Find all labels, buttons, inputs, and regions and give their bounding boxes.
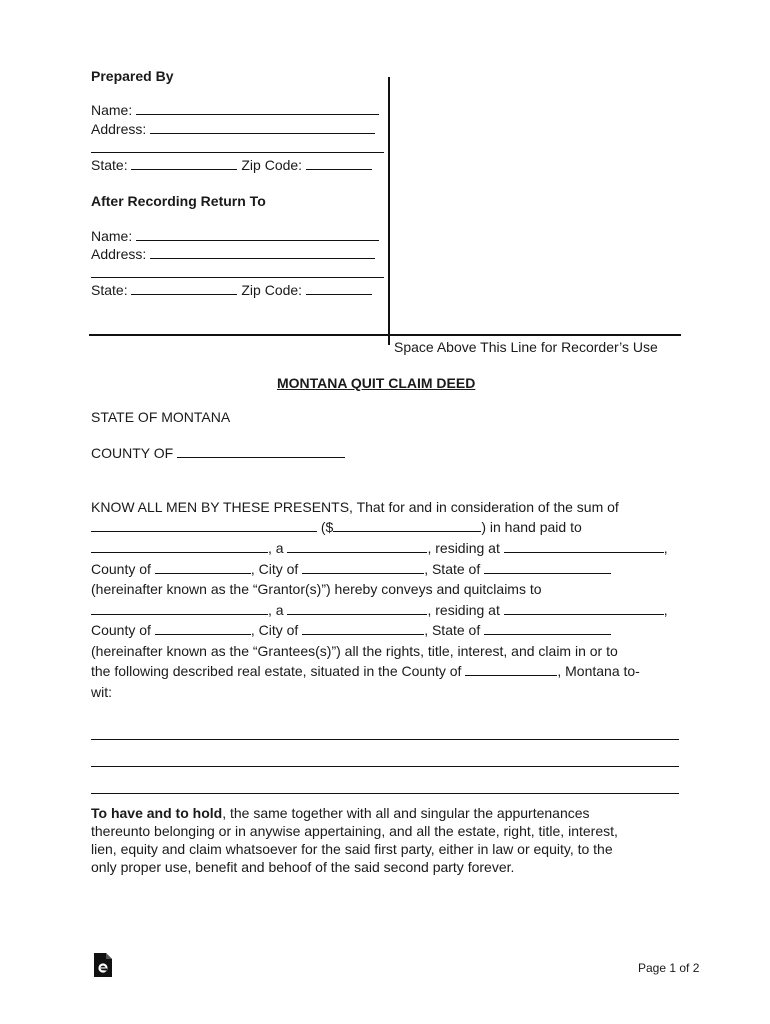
- return-zip-field[interactable]: [306, 281, 372, 295]
- prepared-zip-field[interactable]: [306, 156, 372, 170]
- grantor-status-field[interactable]: [287, 539, 427, 553]
- grantor-county-field[interactable]: [155, 560, 251, 574]
- return-address-field[interactable]: [150, 245, 375, 259]
- consideration-words-field[interactable]: [91, 518, 317, 532]
- return-zip-label: Zip Code:: [241, 282, 303, 298]
- habendum-line-3: lien, equity and claim whatsoever for the said first party, either in law or equity, to the: [91, 841, 613, 857]
- prepared-address-line2-field[interactable]: [91, 152, 384, 153]
- prepared-name-row: [91, 101, 379, 119]
- habendum-line-4: only proper use, benefit and behoof of the said second party forever.: [91, 859, 515, 875]
- grantor-city-field[interactable]: [302, 560, 424, 574]
- habendum-line-1: [91, 804, 590, 822]
- return-address-line2-field[interactable]: [91, 277, 384, 278]
- recorder-horizontal-divider: [89, 334, 681, 336]
- described-estate-line: [91, 662, 640, 680]
- in-hand-paid-text: ) in hand paid to: [481, 519, 582, 535]
- return-name-label: Name:: [91, 228, 133, 244]
- recorder-vertical-divider: [388, 77, 390, 345]
- wit-line: wit:: [91, 684, 112, 700]
- prepared-name-field[interactable]: [136, 101, 379, 115]
- eforms-logo-icon: [94, 953, 112, 977]
- prepared-state-label: State:: [91, 157, 128, 173]
- return-address-row: [91, 245, 375, 263]
- grantee-a-text: , a: [268, 602, 284, 618]
- grantee-state-label: , State of: [424, 622, 481, 638]
- habendum-line-2: thereunto belonging or in anywise appertaining, and all the estate, right, title, interest,: [91, 823, 618, 839]
- grantee-residing-text: , residing at: [427, 602, 500, 618]
- return-address-label: Address:: [91, 246, 147, 262]
- recorder-space-note: Space Above This Line for Recorder’s Use: [394, 339, 658, 355]
- county-label: COUNTY OF: [91, 445, 174, 461]
- grantee-name-field[interactable]: [91, 601, 268, 615]
- grantor-residing-text: , residing at: [427, 540, 500, 556]
- page-number: Page 1 of 2: [638, 961, 700, 975]
- dollar-open-text: ($: [320, 519, 334, 535]
- prepared-address-field[interactable]: [150, 120, 375, 134]
- grantee-county-field[interactable]: [155, 621, 251, 635]
- grantee-clause-line: (hereinafter known as the “Grantees(s)”) all the rights, title, interest, and claim in or to: [91, 643, 618, 659]
- grantor-city-label: , City of: [250, 561, 299, 577]
- habendum-bold-lead: To have and to hold: [91, 805, 223, 821]
- county-row: [91, 444, 345, 462]
- return-name-field[interactable]: [136, 227, 379, 241]
- grantor-a-text: , a: [268, 540, 284, 556]
- grantee-comma: ,: [663, 602, 668, 618]
- grantee-location-line: [91, 621, 611, 639]
- grantee-city-label: , City of: [250, 622, 299, 638]
- prepared-address-label: Address:: [91, 121, 147, 137]
- body-consideration-line: [91, 518, 582, 536]
- grantee-county-label: County of: [91, 622, 151, 638]
- return-state-field[interactable]: [131, 281, 237, 295]
- return-state-zip-row: [91, 281, 372, 299]
- grantee-state-field[interactable]: [484, 621, 611, 635]
- prepared-address-row: [91, 120, 375, 138]
- legal-description-line-2[interactable]: [91, 766, 679, 767]
- grantor-state-label: , State of: [424, 561, 481, 577]
- prepared-zip-label: Zip Code:: [241, 157, 303, 173]
- legal-description-line-3[interactable]: [91, 793, 679, 794]
- legal-description-line-1[interactable]: [91, 739, 679, 740]
- prepared-name-label: Name:: [91, 102, 133, 118]
- grantor-clause-line: (hereinafter known as the “Grantor(s)”) hereby conveys and quitclaims to: [91, 581, 542, 597]
- habendum-line-1-rest: , the same together with all and singular the appurtenances: [222, 805, 590, 821]
- body-intro-line: KNOW ALL MEN BY THESE PRESENTS, That for and in consideration of the sum of: [91, 499, 619, 515]
- prepared-by-heading: Prepared By: [91, 68, 174, 84]
- grantor-location-line: [91, 560, 611, 578]
- property-county-field[interactable]: [465, 662, 557, 676]
- document-title: MONTANA QUIT CLAIM DEED: [277, 375, 476, 391]
- prepared-state-field[interactable]: [131, 156, 237, 170]
- grantor-address-field[interactable]: [504, 539, 664, 553]
- return-to-heading: After Recording Return To: [91, 193, 266, 209]
- described-start-text: the following described real estate, situated in the County of: [91, 663, 462, 679]
- grantor-state-field[interactable]: [484, 560, 611, 574]
- prepared-state-zip-row: [91, 156, 372, 174]
- return-state-label: State:: [91, 282, 128, 298]
- grantor-county-label: County of: [91, 561, 151, 577]
- return-name-row: [91, 227, 379, 245]
- grantee-address-field[interactable]: [504, 601, 664, 615]
- montana-to-text: , Montana to-: [557, 663, 640, 679]
- state-line: STATE OF MONTANA: [91, 409, 231, 425]
- county-field[interactable]: [177, 444, 345, 458]
- grantor-comma: ,: [663, 540, 668, 556]
- grantor-name-field[interactable]: [91, 539, 268, 553]
- grantee-city-field[interactable]: [302, 621, 424, 635]
- consideration-amount-field[interactable]: [333, 518, 481, 532]
- grantee-name-line: [91, 601, 668, 619]
- grantor-name-line: [91, 539, 668, 557]
- grantee-status-field[interactable]: [287, 601, 427, 615]
